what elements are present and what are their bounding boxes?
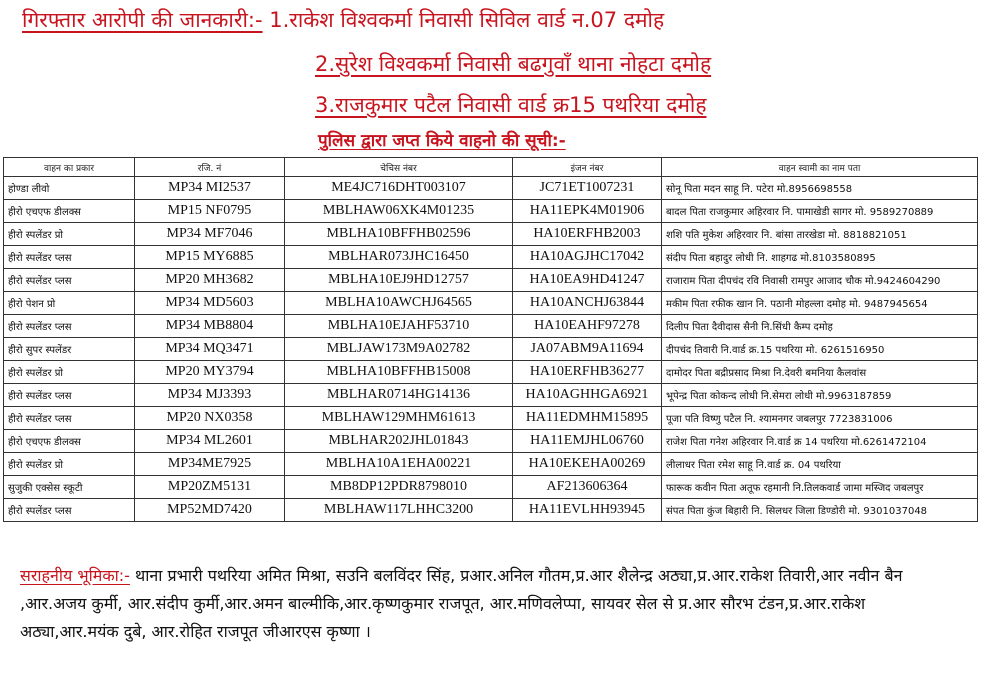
cell-owner: दामोदर पिता बद्रीप्रसाद मिश्रा नि.देवरी बमनिया कैलवांस: [662, 361, 978, 384]
cell-owner: सोनू पिता मदन साहू नि. पटेरा मो.8956698558: [662, 177, 978, 200]
table-row: [4, 476, 978, 499]
cell-owner: दिलीप पिता दैवीदास सैनी नि.सिंधी कैम्प दमोह: [662, 315, 978, 338]
cell-owner: बादल पिता राजकुमार अहिरवार नि. पामाखेडी सागर मो. 9589270889: [662, 200, 978, 223]
table-row: [4, 453, 978, 476]
cell-type: हीरो एचएफ डीलक्स: [4, 430, 135, 453]
header-registration: रजि. नं: [135, 158, 285, 177]
cell-chassis: MBLHA10EJ9HD12757: [285, 269, 513, 292]
cell-registration: MP34 MJ3393: [135, 384, 285, 407]
header-vehicle-type: वाहन का प्रकार: [4, 158, 135, 177]
cell-owner: लीलाधर पिता रमेश साहू नि.वार्ड क्र. 04 पथरिया: [662, 453, 978, 476]
cell-type: हीरो स्पलेंडर प्लस: [4, 384, 135, 407]
table-row: [4, 177, 978, 200]
appreciation-label: सराहनीय भूमिका:-: [20, 566, 130, 585]
cell-chassis: ME4JC716DHT003107: [285, 177, 513, 200]
header-engine: इंजन नंबर: [513, 158, 662, 177]
accused-label: गिरफ्तार आरोपी की जानकारी:-: [22, 8, 263, 32]
cell-registration: MP34 MQ3471: [135, 338, 285, 361]
cell-registration: MP34 MI2537: [135, 177, 285, 200]
cell-chassis: MBLHAR073JHC16450: [285, 246, 513, 269]
cell-engine: AF213606364: [513, 476, 662, 499]
cell-type: हीरो स्पलेंडर प्रो: [4, 223, 135, 246]
cell-type: हीरो स्पलेंडर प्लस: [4, 246, 135, 269]
appreciation-section: [20, 562, 965, 646]
cell-type: सुजुकी एक्सेस स्कूटी: [4, 476, 135, 499]
table-row: [4, 269, 978, 292]
table-row: [4, 292, 978, 315]
cell-engine: JA07ABM9A11694: [513, 338, 662, 361]
cell-type: हीरो सुपर स्पलेंडर: [4, 338, 135, 361]
cell-engine: HA10ANCHJ63844: [513, 292, 662, 315]
table-row: [4, 246, 978, 269]
table-row: [4, 430, 978, 453]
table-row: [4, 338, 978, 361]
cell-registration: MP34ME7925: [135, 453, 285, 476]
cell-registration: MP34 ML2601: [135, 430, 285, 453]
cell-chassis: MBLHA10A1EHA00221: [285, 453, 513, 476]
cell-owner: शशि पति मुकेश अहिरवार नि. बांसा तारखेडा मो. 8818821051: [662, 223, 978, 246]
cell-engine: HA10ERFHB2003: [513, 223, 662, 246]
cell-engine: HA11EVLHH93945: [513, 499, 662, 522]
cell-engine: HA10AGHHGA6921: [513, 384, 662, 407]
cell-engine: HA11EMJHL06760: [513, 430, 662, 453]
cell-registration: MP34 MD5603: [135, 292, 285, 315]
cell-chassis: MBLHAW06XK4M01235: [285, 200, 513, 223]
cell-registration: MP20 NX0358: [135, 407, 285, 430]
cell-type: होण्डा लीवो: [4, 177, 135, 200]
cell-registration: MP15 MY6885: [135, 246, 285, 269]
cell-registration: MP34 MB8804: [135, 315, 285, 338]
cell-engine: HA11EDMHM15895: [513, 407, 662, 430]
cell-chassis: MB8DP12PDR8798010: [285, 476, 513, 499]
cell-engine: HA10AGJHC17042: [513, 246, 662, 269]
cell-type: हीरो स्पलेंडर प्लस: [4, 499, 135, 522]
cell-owner: फारूक कवीन पिता अतूफ रहमानी नि.तिलकवार्ड जामा मस्जिद जबलपुर: [662, 476, 978, 499]
header-owner: वाहन स्वामी का नाम पता: [662, 158, 978, 177]
cell-chassis: MBLHA10BFFHB15008: [285, 361, 513, 384]
appreciation-text: थाना प्रभारी पथरिया अमित मिश्रा, सउनि बलविंदर सिंह, प्रआर.अनिल गौतम,प्र.आर शैलेन्द्र अठ्या,प्र.आर.राकेश तिवारी,आर नवीन बैन ,आर.अजय कुर्मी, आर.संदीप कुर्मी,आर.अमन बाल्मीकि,आर.कृष्णकुमार राजपूत, आर.मणिवलेप्पा, सायवर सेल से प्र.आर सौरभ टंडन,प्र.आर.राकेश अठ्या,आर.मयंक दुबे, आर.रोहित राजपूत जीआरएस कृष्णा ।: [20, 566, 903, 641]
cell-engine: JC71ET1007231: [513, 177, 662, 200]
table-row: [4, 407, 978, 430]
table-row: [4, 200, 978, 223]
cell-owner: संदीप पिता बहादुर लोधी नि. शाहगढ मो.8103580895: [662, 246, 978, 269]
cell-chassis: MBLHA10EJAHF53710: [285, 315, 513, 338]
seized-vehicles-table-wrap: [3, 157, 977, 522]
cell-engine: HA10EAHF97278: [513, 315, 662, 338]
cell-type: हीरो स्पलेंडर प्रो: [4, 453, 135, 476]
table-row: [4, 361, 978, 384]
accused-line-3: 3.राजकुमार पटैल निवासी वार्ड क्र15 पथरिया दमोह: [315, 93, 707, 117]
cell-type: हीरो स्पलेंडर प्लस: [4, 407, 135, 430]
accused-line-1: [22, 6, 664, 34]
cell-owner: भूपेन्द्र पिता कोकन्द लोधी नि.सेमरा लोधी मो.9963187859: [662, 384, 978, 407]
accused-line-2: 2.सुरेश विश्वकर्मा निवासी बढगुवॉं थाना नोहटा दमोह: [315, 52, 712, 76]
cell-engine: HA10ERFHB36277: [513, 361, 662, 384]
cell-type: हीरो पेशन प्रो: [4, 292, 135, 315]
cell-registration: MP15 NF0795: [135, 200, 285, 223]
cell-engine: HA11EPK4M01906: [513, 200, 662, 223]
table-row: [4, 315, 978, 338]
cell-registration: MP20 MH3682: [135, 269, 285, 292]
cell-chassis: MBLHAW129MHM61613: [285, 407, 513, 430]
cell-owner: राजाराम पिता दीपचंद रवि निवासी रामपुर आजाद चौक मो.9424604290: [662, 269, 978, 292]
cell-chassis: MBLHAR202JHL01843: [285, 430, 513, 453]
cell-type: हीरो स्पलेंडर प्रो: [4, 361, 135, 384]
cell-type: हीरो स्पलेंडर प्लस: [4, 315, 135, 338]
cell-registration: MP20ZM5131: [135, 476, 285, 499]
cell-chassis: MBLHAW117LHHC3200: [285, 499, 513, 522]
table-row: [4, 499, 978, 522]
cell-owner: राजेश पिता गनेश अहिरवार नि.वार्ड क्र 14 पथरिया मो.6261472104: [662, 430, 978, 453]
cell-type: हीरो एचएफ डीलक्स: [4, 200, 135, 223]
table-row: [4, 384, 978, 407]
cell-owner: पूजा पति विष्णु पटैल नि. श्यामनगर जबलपुर 7723831006: [662, 407, 978, 430]
cell-registration: MP52MD7420: [135, 499, 285, 522]
seized-vehicles-table: [3, 157, 978, 522]
cell-chassis: MBLHA10BFFHB02596: [285, 223, 513, 246]
cell-registration: MP20 MY3794: [135, 361, 285, 384]
seized-vehicles-title: पुलिस द्वारा जप्त किये वाहनो की सूची:-: [318, 131, 566, 151]
cell-chassis: MBLHA10AWCHJ64565: [285, 292, 513, 315]
cell-owner: संपत पिता कुंज बिहारी नि. सिलधर जिला डिण्डोरी मो. 9301037048: [662, 499, 978, 522]
cell-chassis: MBLJAW173M9A02782: [285, 338, 513, 361]
table-header-row: [4, 158, 978, 177]
cell-chassis: MBLHAR0714HG14136: [285, 384, 513, 407]
cell-engine: HA10EA9HD41247: [513, 269, 662, 292]
table-row: [4, 223, 978, 246]
accused-1-text: 1.राकेश विश्वकर्मा निवासी सिविल वार्ड न.07 दमोह: [262, 8, 665, 32]
cell-owner: मकीम पिता रफीक खान नि. पठानी मोहल्ला दमोह मो. 9487945654: [662, 292, 978, 315]
cell-registration: MP34 MF7046: [135, 223, 285, 246]
cell-engine: HA10EKEHA00269: [513, 453, 662, 476]
header-chassis: चेचिस नंबर: [285, 158, 513, 177]
cell-type: हीरो स्पलेंडर प्लस: [4, 269, 135, 292]
cell-owner: दीपचंद तिवारी नि.वार्ड क्र.15 पथरिया मो. 6261516950: [662, 338, 978, 361]
